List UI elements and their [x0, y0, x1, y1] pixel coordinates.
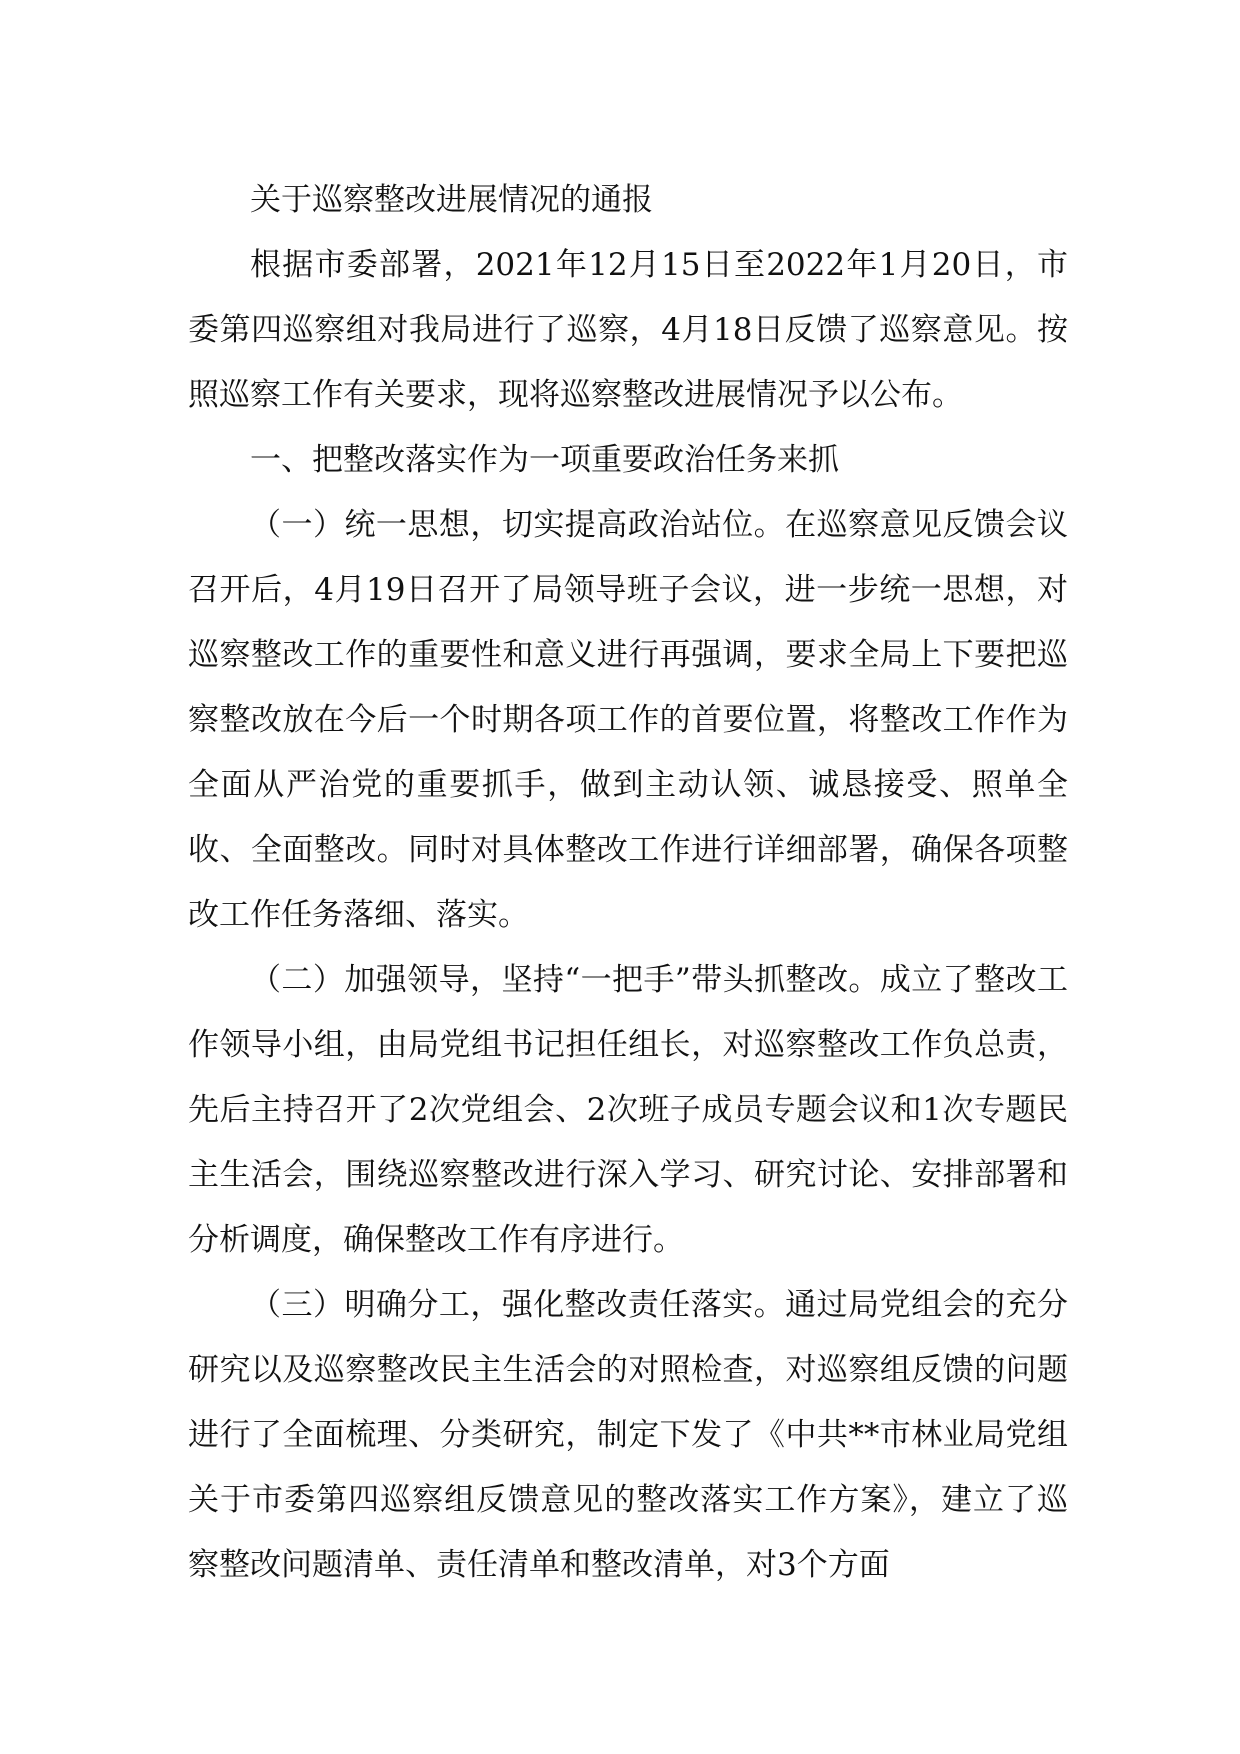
paragraph-item-1: （一）统一思想，切实提高政治站位。在巡察意见反馈会议召开后，4月19日召开了局领导班子会议，进一步统一思想，对巡察整改工作的重要性和意义进行再强调，要求全局上下要把巡察整改放在今后一个时期各项工作的首要位置，将整改工作作为全面从严治党的重要抓手，做到主动认领、诚恳接受、照单全收、全面整改。同时对具体整改工作进行详细部署，确保各项整改工作任务落细、落实。 [188, 507, 1068, 933]
document-title: 关于巡察整改进展情况的通报 [250, 182, 653, 218]
section-heading-1: 一、把整改落实作为一项重要政治任务来抓 [250, 442, 839, 478]
paragraph-intro: 根据市委部署，2021年12月15日至2022年1月20日，市委第四巡察组对我局进行了巡察，4月18日反馈了巡察意见。按照巡察工作有关要求，现将巡察整改进展情况予以公布。 [188, 247, 1068, 413]
paragraph-item-3: （三）明确分工，强化整改责任落实。通过局党组会的充分研究以及巡察整改民主生活会的对照检查，对巡察组反馈的问题进行了全面梳理、分类研究，制定下发了《中共**市林业局党组关于市委第四巡察组反馈意见的整改落实工作方案》，建立了巡察整改问题清单、责任清单和整改清单，对3个方面 [188, 1287, 1068, 1583]
paragraph-item-2: （二）加强领导，坚持“一把手”带头抓整改。成立了整改工作领导小组，由局党组书记担任组长，对巡察整改工作负总责，先后主持召开了2次党组会、2次班子成员专题会议和1次专题民主生活会，围绕巡察整改进行深入学习、研究讨论、安排部署和分析调度，确保整改工作有序进行。 [188, 962, 1068, 1258]
document-body [188, 168, 1068, 1598]
